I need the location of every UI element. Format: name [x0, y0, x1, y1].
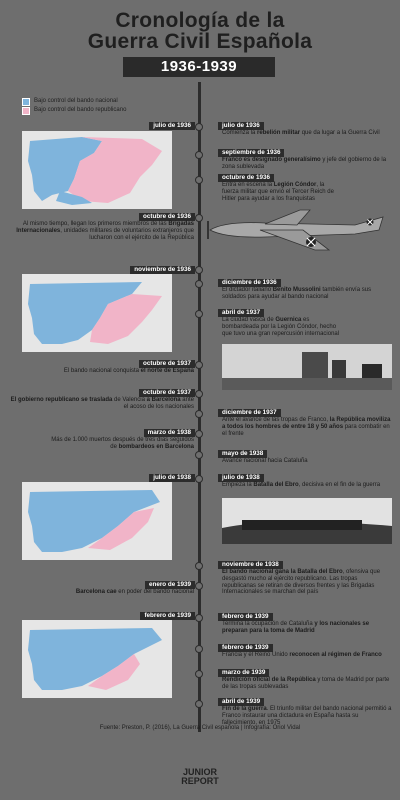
- plane-wing-top: [265, 210, 310, 225]
- timeline-dot: [195, 562, 203, 570]
- brand-logo: JUNIOR REPORT: [181, 767, 219, 786]
- timeline-dot: [195, 151, 203, 159]
- timeline-dot: [195, 614, 203, 622]
- event-date-14: enero de 1939: [145, 581, 195, 589]
- event-text-1: Comienza la rebelión militar que da lugar a la Guerra Civil: [222, 130, 380, 136]
- event-text-2: Franco es designado generalísimo y jefe del gobierno de la zona sublevada: [222, 157, 387, 170]
- event-date-16: febrero de 1939: [218, 644, 273, 652]
- legend-item-nacional: Bajo control del bando nacional: [22, 97, 126, 106]
- plane-illustration: [205, 206, 390, 254]
- rubble: [222, 378, 392, 390]
- event-text-4: Al mismo tiempo, llegan los primeros miembros de las Brigadas Internacionales, unidades militares de voluntarios extranjeros que lucharon con el ejército de la República: [16, 221, 194, 241]
- event-text-10: Más de 1.000 muertos después de tres días seguidos de bombardeos en Barcelona: [51, 437, 194, 450]
- timeline-dot: [195, 390, 203, 398]
- ruins-illustration: [222, 344, 392, 390]
- timeline-dot: [195, 266, 203, 274]
- event-date-12: julio de 1938: [218, 474, 264, 482]
- timeline-dot: [195, 430, 203, 438]
- event-text-5: El dictador italiano Benito Mussolini también envía sus soldados para ayudar al bando nacional: [222, 287, 372, 300]
- title-line-1: Cronología de la: [115, 9, 285, 32]
- footer-source: Fuente: Preston, P. (2016), La Guerra Civil española | Infografía: Oriol Vidal: [99, 725, 301, 731]
- timeline-dot: [195, 451, 203, 459]
- legend-swatch-nacional: [22, 98, 30, 106]
- event-date-11: mayo de 1938: [218, 450, 267, 458]
- legend-item-republicano: Bajo control del bando republicano: [22, 106, 126, 115]
- map-label-2: noviembre de 1936: [130, 266, 195, 274]
- legend-swatch-republicano: [22, 107, 30, 115]
- timeline-dot: [195, 700, 203, 708]
- ebro-photo: [222, 498, 392, 544]
- soldiers: [242, 520, 362, 530]
- event-date-18: abril de 1939: [218, 698, 264, 706]
- event-text-13: El bando nacional gana la Batalla del Ebro, ofensiva que desgastó mucho al ejército republicano. Las tropas republicanas se retiran de diversos frentes y las Brigadas Internacionales se marchan del país: [222, 569, 381, 596]
- event-date-13: noviembre de 1938: [218, 561, 283, 569]
- timeline-dot: [195, 645, 203, 653]
- guernica-photo: [222, 344, 392, 390]
- timeline-dot: [195, 280, 203, 288]
- event-text-18: Fin de la guerra. El triunfo militar del bando nacional permitió a Franco instaurar una dictadura en España hasta su fallecimiento, en 1975: [222, 706, 392, 726]
- event-date-9: diciembre de 1937: [218, 409, 281, 417]
- event-text-3: Entra en escena la Legión Cóndor, la fuerza militar que envió el Tercer Reich de Hitler para ayudar a los franquistas: [222, 182, 334, 202]
- map-label-3: julio de 1938: [149, 474, 195, 482]
- map-label-4: febrero de 1939: [140, 612, 195, 620]
- timeline-dot: [195, 361, 203, 369]
- event-text-17: Rendición oficial de la República y toma de Madrid por parte de las tropas sublevadas: [222, 677, 390, 690]
- event-text-16: Francia y el Reino Unido reconocen al régimen de Franco: [222, 652, 382, 658]
- map-spain-1939-february: [22, 620, 172, 698]
- title-line-2: Guerra Civil Española: [87, 30, 313, 53]
- timeline-dot: [195, 670, 203, 678]
- map-label-1: julio de 1936: [149, 122, 195, 130]
- event-text-15: Termina la ocupación de Cataluña y los nacionales se preparan para la toma de Madrid: [222, 621, 370, 634]
- event-date-10: marzo de 1938: [144, 429, 195, 437]
- legend: [22, 97, 126, 115]
- event-text-12: Empieza la Batalla del Ebro, decisiva en el fin de la guerra: [222, 482, 381, 488]
- event-date-5: diciembre de 1936: [218, 279, 281, 287]
- years-badge: 1936-1939: [123, 57, 275, 77]
- timeline-dot: [195, 475, 203, 483]
- event-date-2: septiembre de 1936: [218, 149, 284, 157]
- event-text-9: Ante el avance de las tropas de Franco, la República moviliza a todos los hombres de entre 18 y 50 años para combatir en el frente: [222, 417, 391, 437]
- timeline-dot: [195, 310, 203, 318]
- event-date-7: octubre de 1937: [139, 360, 195, 368]
- event-date-8: octubre de 1937: [139, 389, 195, 397]
- event-text-7: El bando nacional conquista el norte de España: [63, 368, 194, 374]
- event-date-6: abril de 1937: [218, 309, 264, 317]
- event-date-1: julio de 1936: [218, 122, 264, 130]
- event-text-11: Avance nacional hacia Cataluña: [222, 458, 308, 464]
- event-date-17: marzo de 1939: [218, 669, 269, 677]
- title: [0, 10, 400, 52]
- timeline-dot: [195, 176, 203, 184]
- event-text-14: Barcelona cae en poder del bando nacional: [75, 589, 194, 595]
- soldiers-illustration: [222, 498, 392, 544]
- event-date-3: octubre de 1936: [218, 174, 274, 182]
- event-text-8: El gobierno republicano se traslada de Valencia a Barcelona ante el acoso de los nacionales: [10, 397, 194, 410]
- map-spain-1936-november: [22, 274, 172, 352]
- event-date-15: febrero de 1939: [218, 613, 273, 621]
- plane-propeller: [207, 221, 209, 239]
- event-date-4: octubre de 1936: [139, 213, 195, 221]
- map-spain-1938-july: [22, 482, 172, 560]
- map-spain-1936-july: [22, 131, 172, 209]
- timeline-dot: [195, 582, 203, 590]
- timeline-dot: [195, 410, 203, 418]
- event-text-6: La ciudad vasca de Guernica es bombardeada por la Legión Cóndor, hecho que tuvo una gran repercusión internacional: [222, 317, 340, 337]
- timeline-dot: [195, 214, 203, 222]
- timeline-dot: [195, 123, 203, 131]
